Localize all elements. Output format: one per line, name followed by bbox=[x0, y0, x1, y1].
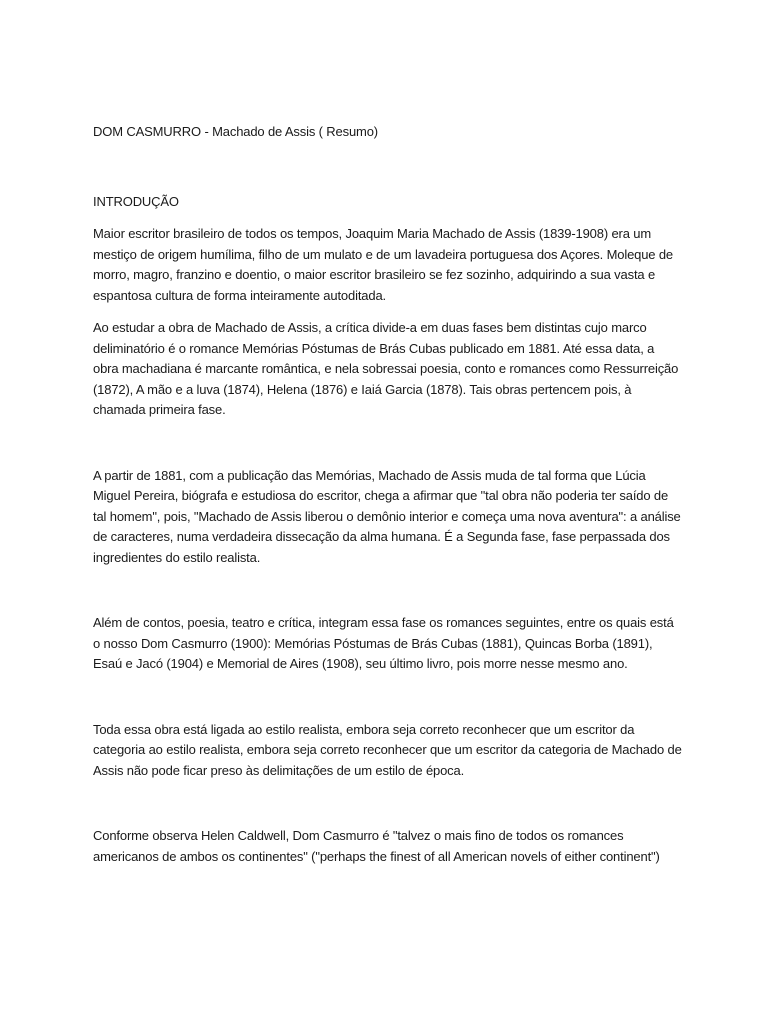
paragraph-6: Conforme observa Helen Caldwell, Dom Casmurro é "talvez o mais fino de todos os romances americanos de ambos os continentes" ("perhaps the finest of all American novels of either continent") bbox=[93, 828, 660, 864]
paragraph-1: Maior escritor brasileiro de todos os tempos, Joaquim Maria Machado de Assis (1839-1908) era um mestiço de origem humílima, filho de um mulato e de um lavadeira portuguesa dos Açores. Moleque de morro, magro, franzino e doentio, o maior escritor brasileiro se fez sozinho, adquirindo a sua vasta e espantosa cultura de forma inteiramente autoditada. bbox=[93, 226, 674, 303]
document-body bbox=[93, 122, 683, 867]
paragraph-5: Toda essa obra está ligada ao estilo realista, embora seja correto reconhecer que um escritor da categoria ao estilo realista, embora seja correto reconhecer que um escritor da categoria de Machado de Assis não pode ficar preso às delimitações de um estilo de época. bbox=[93, 721, 682, 778]
document-title: DOM CASMURRO - Machado de Assis ( Resumo) bbox=[93, 124, 378, 139]
paragraph-3: A partir de 1881, com a publicação das Memórias, Machado de Assis muda de tal forma que Lúcia Miguel Pereira, biógrafa e estudiosa do escritor, chega a afirmar que "tal obra não poderia ter saído de tal homem", pois, "Machado de Assis liberou o demônio interior e começa uma nova aventura": a análise de caracteres, numa verdadeira dissecação da alma humana. É a Segunda fase, fase perpassada dos ingredientes do estilo realista. bbox=[93, 467, 681, 565]
paragraph-4: Além de contos, poesia, teatro e crítica, integram essa fase os romances seguintes, entre os quais está o nosso Dom Casmurro (1900): Memórias Póstumas de Brás Cubas (1881), Quincas Borba (1891), Esaú e Jacó (1904) e Memorial de Aires (1908), seu último livro, pois morre nesse mesmo ano. bbox=[93, 615, 674, 671]
section-heading-introducao: INTRODUÇÃO bbox=[93, 193, 179, 209]
paragraph-2: Ao estudar a obra de Machado de Assis, a crítica divide-a em duas fases bem distintas cujo marco deliminatório é o romance Memórias Póstumas de Brás Cubas publicado em 1881. Até essa data, a obra machadiana é marcante romântica, e nela sobressai poesia, conto e romances como Ressurreição (1872), A mão e a luva (1874), Helena (1876) e Iaiá Garcia (1878). Tais obras pertencem pois, à chamada primeira fase. bbox=[93, 320, 679, 417]
